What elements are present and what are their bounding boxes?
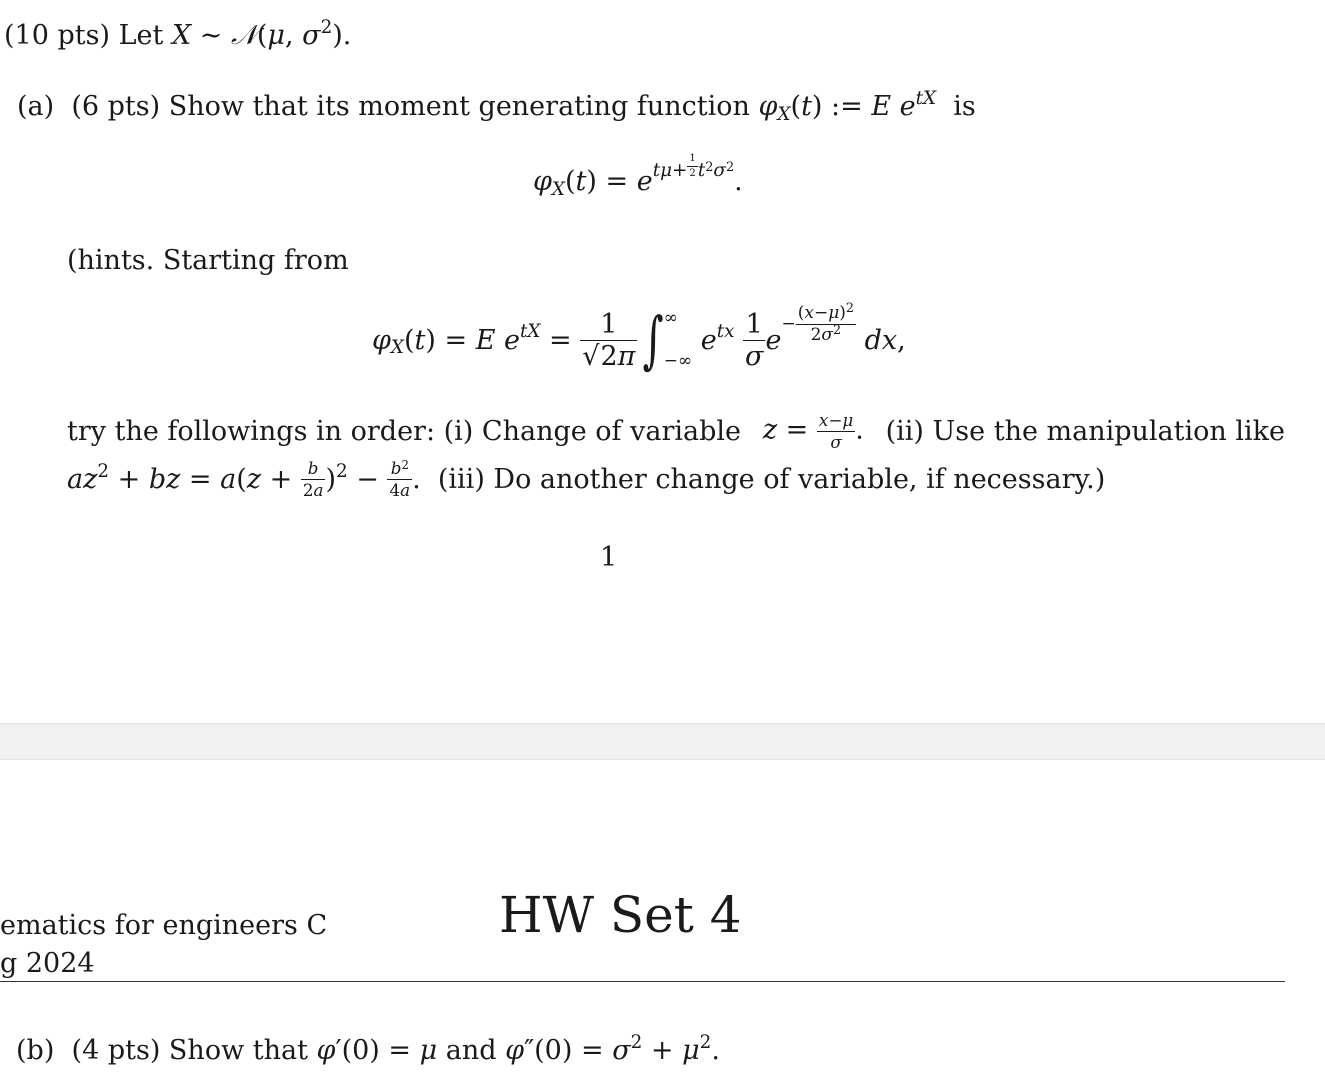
integral-sign: ∫ [643,303,665,376]
page-number: 1 [600,542,618,573]
gaussian-exponent: $\frac{(x-\mu)^2}{2\sigma^2}$ [797,301,855,345]
hw-title: HW Set 4 [499,886,742,944]
hint-integral-equation: φX(t) = E $e^{tX}$ = $\frac{1}{√2\pi}$ ∫ ∞ −∞ $e^{tx}$ $\frac{1}{\sigma}$ e − $\frac{(x-\mu)^2}{2\sigma^2}$ dx, [372,301,906,376]
one-over-sigma: $\frac{1}{\sigma}$ [745,308,764,372]
integral-limits: ∞ −∞ [663,307,693,371]
hint-line-2: $az^2$ + bz = a(z + $\frac{b}{2a}$ )$^2$ − $\frac{b^2}{4a}$ . (iii) Do another change of variable, if necessary.) [67,458,1106,500]
problem-header: (10 pts) Let X ∼ 𝒩(μ, $\sigma^2$). [4,16,352,51]
course-term: g 2024 [0,948,95,979]
page-separator [0,723,1325,760]
one-over-sqrt-2pi: $\frac{1}{√2\pi}$ [582,308,636,372]
hint-line-1: try the followings in order: (i) Change of variable z = $\frac{x-\mu}{\sigma}$ . (ii) Use the manipulation like [67,410,1285,452]
course-name: ematics for engineers C [0,910,328,941]
part-b-statement: (b) (4 pts) Show that φ′(0) = μ and $\varphi''(0) = \sigma^2 + \mu^2$. [16,1031,720,1066]
header-rule [0,981,1285,982]
hints-intro: (hints. Starting from [67,245,349,276]
mgf-result-equation: $\varphi X(t) = e^{t\mu+ \frac{1}{2} t^2\sigma^2}$. [533,153,743,200]
part-a-statement: (a) (6 pts) Show that its moment generating function φX(t) := E $e^{tX}$ is [17,87,976,125]
